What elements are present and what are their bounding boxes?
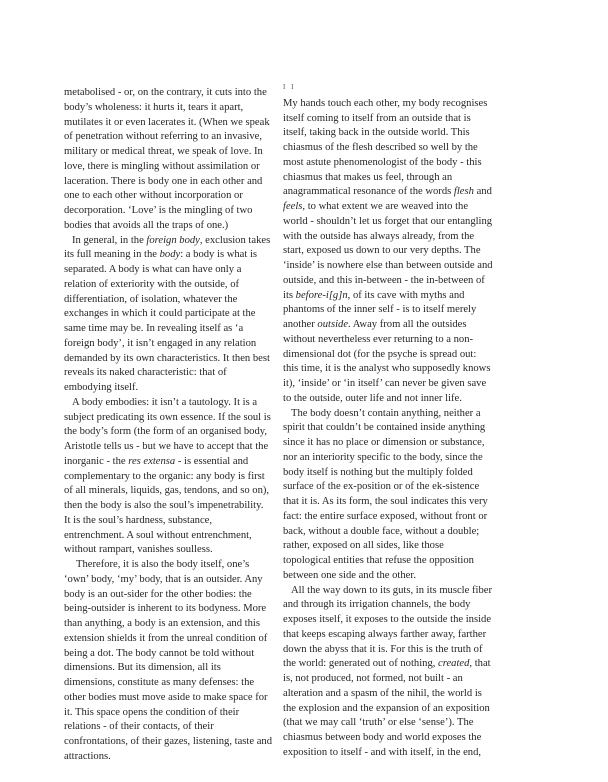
paragraph xyxy=(283,584,493,761)
text-run: My hands touch each other, my body recognises itself coming to itself from an outside that is itself, taking back in the outside world. This chiasmus of the flesh described so well by the most astute phenomenologist of the body - this chiasmus that makes us feel, through an anagrammatical resonance of the words xyxy=(283,97,488,198)
text-run: In general, in the xyxy=(72,234,147,246)
right-column xyxy=(283,80,493,761)
paragraph xyxy=(283,97,493,407)
text-run: : a body is what is separated. A body is what can have only a relation of exteriority with the outside, of differentiation, of isolation, whatever the exchanges in which it could participate at the same time may be. In revealing itself as ‘a foreign body’, it isn’t engaged in any relation demanded by its own characteristics. It then best reveals its naked characteristic: that of embodying itself. xyxy=(64,249,270,393)
paragraph xyxy=(64,234,272,396)
text-run: , to what extent we are weaved into the world - shouldn’t let us forget that our entangling with the outside has always already, from the start, exposed us down to our very depths. The ‘inside’ is nowhere else than between outside and outside, and this in-between - the in-between of its xyxy=(283,201,493,301)
italic-text: created xyxy=(438,658,470,670)
text-run: . Away from all the outsides without nevertheless ever returning to a non-dimensional dot (for the psyche is spread out: this time, it is the analyst who supposedly knows it), ‘inside’ or ‘in itself’ can never be given save to the outside, outer life and not inner life. xyxy=(283,319,491,404)
text-run: , exclusion takes its full meaning in the xyxy=(64,234,271,261)
paragraph xyxy=(283,407,493,584)
italic-text: outside xyxy=(317,319,349,330)
text-run: and xyxy=(473,186,492,198)
italic-text: body xyxy=(159,249,181,261)
paragraph xyxy=(64,86,272,234)
text-run: A body embodies: it isn’t a tautology. It is a subject predicating its own essence. If the soul is the body’s form (the form of an organised body, Aristotle tells us - but we have to accept that the inorganic - the xyxy=(64,396,271,467)
paragraph xyxy=(64,396,272,558)
italic-text: feels xyxy=(283,201,303,212)
text-run: All the way down to its guts, in its muscle fiber and through its irrigation channels, the body exposes itself, it exposes to the outside the inside that keeps escaping always farther away, farther down the abyss that it is. For this is the truth of the world: generated out of nothing, xyxy=(283,584,492,670)
text-run: , of its cave with myths and phantoms of the inner self - is to itself merely another xyxy=(283,289,477,330)
italic-text: res extensa xyxy=(128,455,176,467)
italic-text: foreign body xyxy=(146,234,200,246)
text-run: Therefore, it is also the body itself, one’s ‘own’ body, ‘my’ body, that is an outsider. Any body is an out-sider for the other bodies: the being-outsider is inherent to its bodyness. More than anything, a body is an extension, and this extension shields it from the unreal condition of being a dot. The body cannot be told without dimensions. But its dimension, all its dimensions, constitute as many defenses: the other bodies must move aside to make space for it. This space opens the condition of their relations - of their contacts, of their confrontations, of their gazes, listening, taste and attractions. xyxy=(64,559,272,762)
left-column xyxy=(64,86,272,765)
text-run: , that is, not produced, not formed, not built - an alteration and a spasm of the nihil, the world is the explosion and the expansion of an exposition (that we may call ‘truth’ or else ‘sense’). The chiasmus between body and world exposes the exposition to itself - and with itself, in the end, xyxy=(283,658,491,758)
italic-text: before-i[g]n xyxy=(295,289,348,301)
text-run: metabolised - or, on the contrary, it cuts into the body’s wholeness: it hurts it, tears it apart, mutilates it or even lacerates it. (When we speak of penetration without referring to an invasive, military or medical threat, we speak of love. In love, there is mingling without assimilation or laceration. There is body one in each other and one to each other without incorporation or decorporation. ‘Love’ is the mingling of two bodies that avoids all the traps of one.) xyxy=(64,87,270,231)
text-run: The body doesn’t contain anything, neither a spirit that couldn’t be contained inside anything since it has no place or dimension or substance, nor an interiority specific to the body, since the body itself is nothing but the multiply folded surface of the ex-position or of the ek-sistence that it is. As its form, the soul indicates this very fact: the entire surface exposed, without front or back, without a double face, without a double; rather, exposed on all sides, like those topological entities that refuse the opposition between one side and the other. xyxy=(283,407,488,581)
paragraph xyxy=(64,558,272,765)
text-run: - is essential and complementary to the organic: any body is first of all minerals, liquids, gas, tendons, and so on), then the body is also the soul’s impenetrability. It is the soul’s hardness, substance, entrenchment. A soul without entrenchment, without rampart, vanishes soulless. xyxy=(64,455,270,556)
italic-text: flesh xyxy=(453,186,474,198)
section-number: I I xyxy=(283,83,296,91)
